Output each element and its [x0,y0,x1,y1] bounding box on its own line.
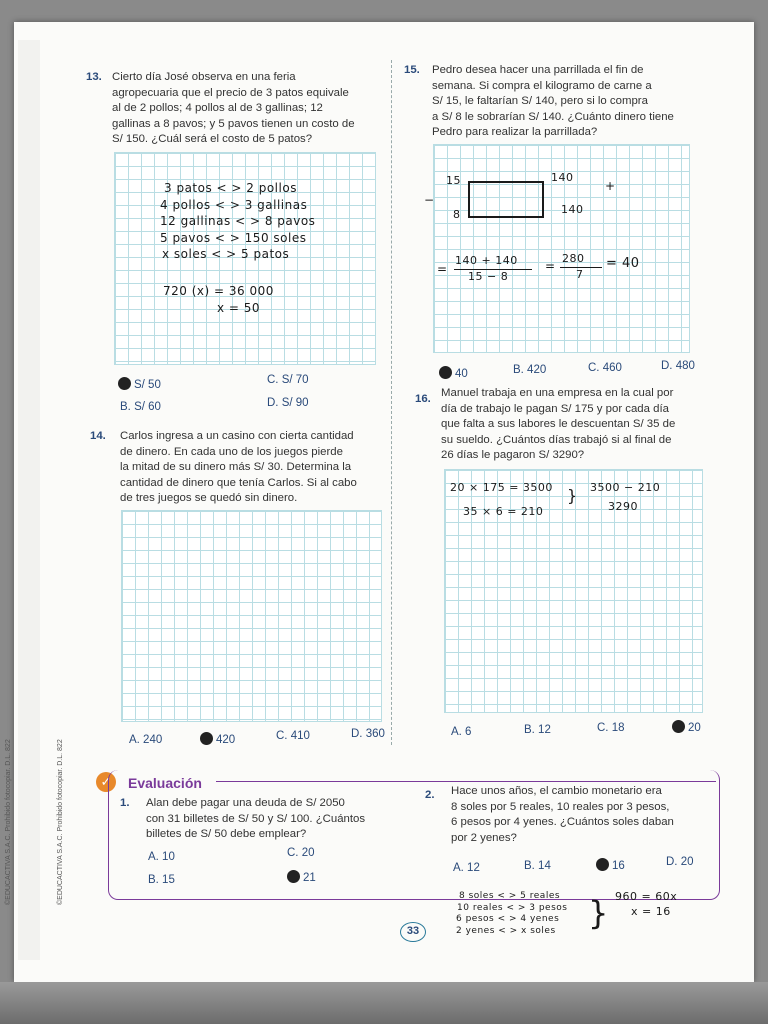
q13-work-line: 3 patos < > 2 pollos [164,181,297,195]
question-14-grid[interactable] [121,510,382,722]
q13-option-b[interactable]: B. S/ 60 [120,401,161,413]
eval1-option-c[interactable]: C. 20 [287,847,315,859]
question-16-line: 26 días le pagaron S/ 3290? [441,449,585,461]
question-15-number: 15. [404,64,420,76]
eval2-option-b[interactable]: B. 14 [524,860,551,872]
evaluation-q1-line: Alan debe pagar una deuda de S/ 2050 [146,797,345,809]
q16-option-a[interactable]: A. 6 [451,726,472,738]
q13-work-line: 12 gallinas < > 8 pavos [160,214,316,228]
evaluation-q2-line: 6 pesos por 4 yenes. ¿Cuántos soles daban [451,816,674,828]
question-14-number: 14. [90,430,106,442]
question-14-line: de tres juegos se quedó sin dinero. [120,492,298,504]
q13-work-line: x soles < > 5 patos [162,247,290,261]
evaluation-q2-line: Hace unos años, el cambio monetario era [451,785,662,797]
q15-option-c[interactable]: C. 460 [588,362,622,374]
eval1-option-d-selected[interactable]: 21 [287,870,316,884]
question-13-number: 13. [86,71,102,83]
q15-work-frac2-num: 280 [562,252,585,265]
q15-work-top-right: 140 [551,171,574,184]
q16-work-line: 3500 − 210 [590,481,661,494]
q15-work-frac1-den: 15 − 8 [468,270,509,283]
question-16-line: día de trabajo le pagan S/ 175 y por cada día [441,402,669,415]
q16-work-line: 35 × 6 = 210 [463,505,544,518]
q15-option-a-selected[interactable]: 40 [439,366,468,380]
question-16-line: su sueldo. ¿Cuántos días trabajó si al final de [441,433,672,446]
evaluation-title: Evaluación [128,775,202,791]
q13-work-line: 720 (x) = 36 000 [163,284,274,298]
q15-work-frac2-den: 7 [576,268,584,281]
q13-work-line: x = 50 [217,301,261,315]
q15-option-d[interactable]: D. 480 [661,360,695,372]
eval2-work-line: 960 = 60x [615,890,678,903]
filled-circle-icon [200,732,213,745]
evaluation-question-1-number: 1. [120,797,130,809]
evaluation-q2-line: 8 soles por 5 reales, 10 reales por 3 pesos, [451,800,670,813]
q16-option-d-selected[interactable]: 20 [672,720,701,734]
question-14-line: cantidad de dinero que tenía Carlos. Si al cabo [120,476,357,489]
question-16 [415,386,711,464]
question-16-line: Manuel trabaja en una empresa en la cual por [441,387,674,399]
filled-circle-icon [287,870,300,883]
q14-option-b-selected[interactable]: 420 [200,732,235,746]
question-13 [86,70,382,148]
question-13-line: S/ 150. ¿Cuál será el costo de 5 patos? [112,133,313,145]
filled-circle-icon [596,858,609,871]
brace-icon: } [588,894,609,932]
question-15-line: semana. Si compra el kilogramo de carne a [432,79,652,92]
page-spine [18,40,40,960]
evaluation-q2-line: por 2 yenes? [451,831,517,844]
q13-work-line: 4 pollos < > 3 gallinas [160,198,308,212]
q16-option-c[interactable]: C. 18 [597,722,625,734]
q14-option-d[interactable]: D. 360 [351,728,385,740]
q15-work-top-left: 15 [446,174,461,187]
question-14-line: la mitad de su dinero más S/ 30. Determina la [120,461,352,473]
checkmark-icon: ✓ [96,772,116,792]
filled-circle-icon [672,720,685,733]
q15-work-bottom-left: 8 [453,208,461,221]
filled-circle-icon [118,377,131,390]
eval2-option-a[interactable]: A. 12 [453,862,480,874]
eval1-option-a[interactable]: A. 10 [148,851,175,863]
q14-option-a[interactable]: A. 240 [129,734,163,746]
question-15 [404,63,702,141]
question-13-line: gallinas a 8 pavos; y 5 pavos tienen un costo de [112,117,355,130]
evaluation-q1-line: con 31 billetes de S/ 50 y S/ 100. ¿Cuántos [146,812,366,825]
page-number: 33 [400,922,426,942]
q13-work-line: 5 pavos < > 150 soles [160,231,307,245]
evaluation-question-1 [120,796,406,843]
question-13-line: Cierto día José observa en una feria [112,71,296,83]
q15-work-result: = 40 [606,256,640,271]
eval2-work-line: 2 yenes < > x soles [456,926,556,936]
eval2-option-c-selected[interactable]: 16 [596,858,625,872]
question-14-line: de dinero. En cada uno de los juegos pierde [120,445,343,458]
question-13-line: agropecuaria que el precio de 3 patos equivale [112,86,349,99]
eval2-work-line: 8 soles < > 5 reales [459,891,561,901]
question-15-line: a S/ 8 le sobrarían S/ 140. ¿Cuánto dinero tiene [432,110,674,123]
q15-work-plus: + [605,179,616,193]
eval1-option-b[interactable]: B. 15 [148,874,175,886]
question-15-line: Pedro para realizar la parrillada? [432,126,598,138]
q15-work-minus: − [424,193,435,207]
q13-option-c[interactable]: C. S/ 70 [267,374,309,386]
copyright-note-2: ©EDUCACTIVA S.A.C. Prohibido fotocopiar. D.L. 822 [57,739,64,905]
q15-option-b[interactable]: B. 420 [513,364,547,376]
eval2-option-d[interactable]: D. 20 [666,856,694,868]
brace-icon: } [567,486,578,505]
eval2-work-line: 6 pesos < > 4 yenes [456,914,560,924]
question-15-line: S/ 15, le faltarían S/ 140, pero si lo compra [432,95,648,107]
q15-work-eq1: = [437,262,448,276]
q15-work-frac1-num: 140 + 140 [455,254,518,267]
question-14 [90,429,390,507]
question-13-line: al de 2 pollos; 4 pollos al de 3 gallinas; 12 [112,102,323,114]
q15-work-bottom-right: 140 [561,203,584,216]
evaluation-question-2-number: 2. [425,789,435,801]
question-14-line: Carlos ingresa a un casino con cierta cantidad [120,430,354,442]
evaluation-question-2 [425,784,711,846]
copyright-note-1: ©EDUCACTIVA S.A.C. Prohibido fotocopiar. D.L. 822 [5,739,12,905]
scan-shadow [0,982,768,1024]
filled-circle-icon [439,366,452,379]
q13-option-a-selected[interactable]: S/ 50 [118,377,161,391]
eval2-work-line: x = 16 [631,905,671,918]
q15-work-eq2: = [545,259,556,273]
q16-option-b[interactable]: B. 12 [524,724,551,736]
q16-work-line: 20 × 175 = 3500 [450,481,553,494]
q15-rectangle-sketch [468,181,544,218]
q16-work-line: 3290 [608,500,638,513]
column-divider [391,60,392,745]
q14-option-c[interactable]: C. 410 [276,730,310,742]
question-15-line: Pedro desea hacer una parrillada el fin de [432,64,644,76]
question-16-line: que falta a sus labores le descuentan S/ 35 de [441,418,676,430]
eval2-work-line: 10 reales < > 3 pesos [457,903,568,913]
question-16-number: 16. [415,393,431,405]
q13-option-d[interactable]: D. S/ 90 [267,397,309,409]
evaluation-q1-line: billetes de S/ 50 debe emplear? [146,828,307,840]
